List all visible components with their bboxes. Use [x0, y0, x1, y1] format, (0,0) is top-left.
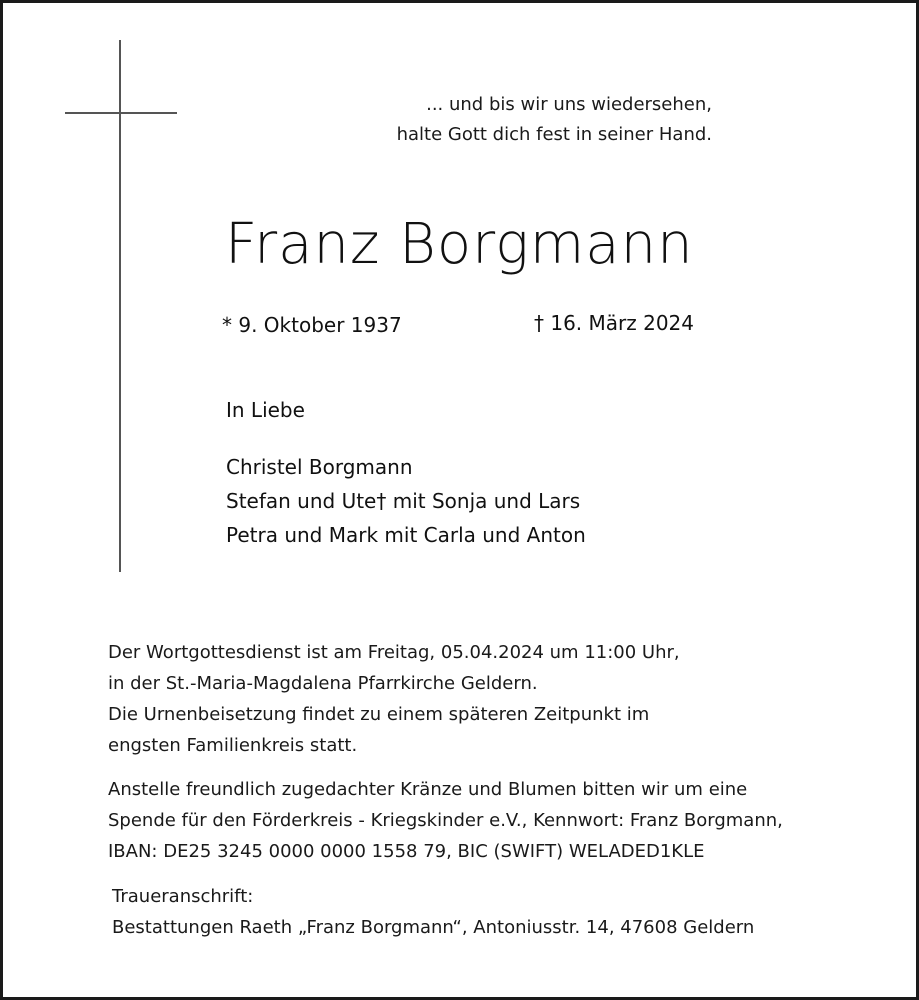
birth-date: * 9. Oktober 1937: [222, 313, 402, 337]
death-date: † 16. März 2024: [534, 311, 695, 335]
verse-line: ... und bis wir uns wiedersehen,: [426, 94, 712, 115]
service-line: in der St.-Maria-Magdalena Pfarrkirche Geldern.: [108, 673, 538, 694]
mourners-list: [226, 450, 586, 552]
service-line: engsten Familienkreis statt.: [108, 735, 358, 756]
cross-horizontal-bar: [65, 112, 177, 114]
service-info: [108, 637, 680, 761]
address-line: Traueranschrift:: [112, 886, 254, 907]
mourner-line: Petra und Mark mit Carla und Anton: [226, 523, 586, 547]
service-line: Die Urnenbeisetzung findet zu einem späteren Zeitpunkt im: [108, 704, 650, 725]
mourning-address: [112, 881, 754, 943]
mourner-line: Stefan und Ute† mit Sonja und Lars: [226, 489, 581, 513]
donation-line: Anstelle freundlich zugedachter Kränze und Blumen bitten wir um eine: [108, 779, 748, 800]
service-line: Der Wortgottesdienst ist am Freitag, 05.04.2024 um 11:00 Uhr,: [108, 642, 680, 663]
donation-info: [108, 774, 783, 867]
cross-vertical-bar: [119, 40, 121, 572]
mourners-intro: In Liebe: [226, 398, 305, 422]
verse-line: halte Gott dich fest in seiner Hand.: [396, 124, 712, 145]
donation-line: Spende für den Förderkreis - Kriegskinder e.V., Kennwort: Franz Borgmann,: [108, 810, 783, 831]
mourner-line: Christel Borgmann: [226, 455, 413, 479]
deceased-name: Franz Borgmann: [225, 212, 694, 277]
bible-verse: [300, 90, 712, 150]
donation-line: IBAN: DE25 3245 0000 0000 1558 79, BIC (SWIFT) WELADED1KLE: [108, 841, 705, 862]
address-line: Bestattungen Raeth „Franz Borgmann“, Antoniusstr. 14, 47608 Geldern: [112, 917, 755, 938]
